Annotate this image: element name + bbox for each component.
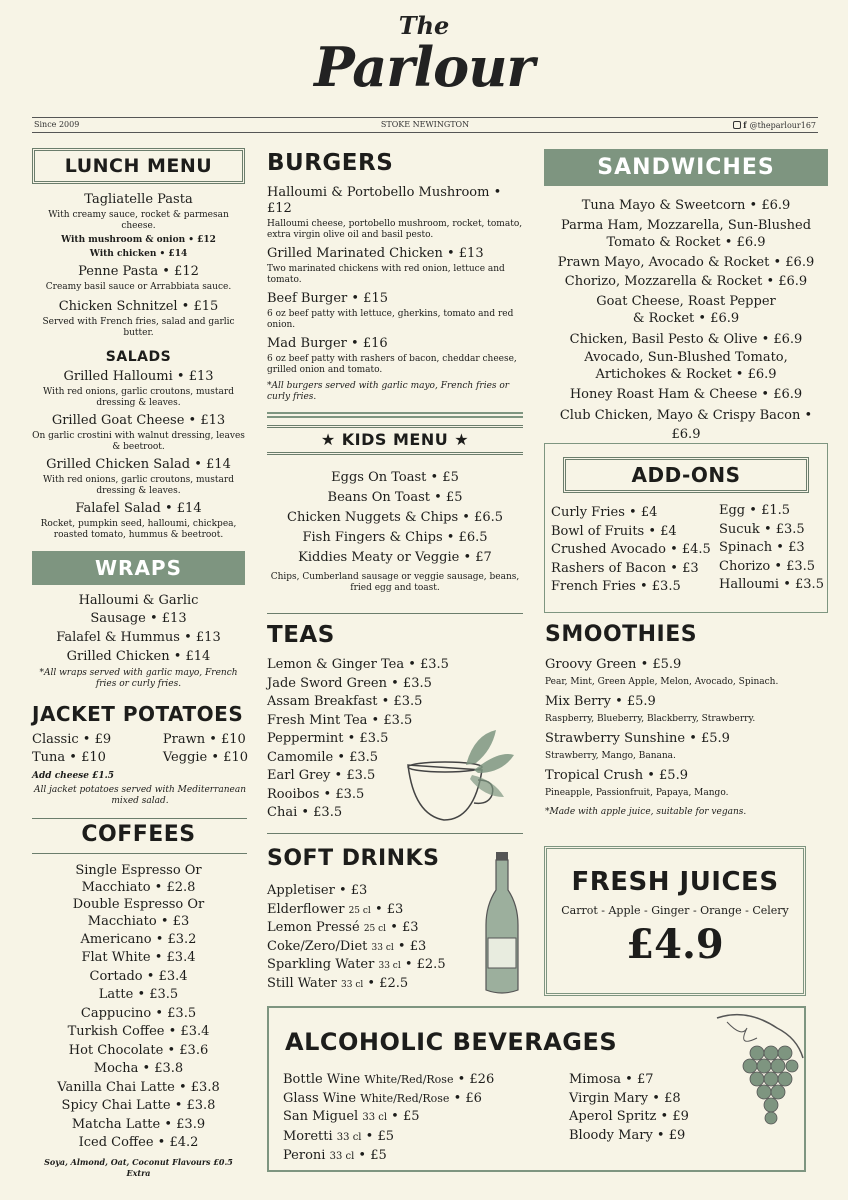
star-icon: ★ bbox=[448, 430, 470, 449]
menu-item: Assam Breakfast • £3.5 bbox=[267, 694, 423, 709]
menu-item: Peppermint • £3.5 bbox=[267, 731, 389, 746]
menu-item: Chai • £3.5 bbox=[267, 805, 343, 820]
menu-item: Chorizo, Mozzarella & Rocket • £6.9 bbox=[564, 274, 808, 289]
salads-title: SALADS bbox=[105, 349, 172, 365]
jacket-note: All jacket potatoes served with Mediterranean mixed salad. bbox=[33, 785, 247, 806]
coffees-note: Soya, Almond, Oat, Coconut Flavours £0.5 Extra bbox=[44, 1157, 233, 1178]
menu-item: Falafel Salad • £14 bbox=[75, 501, 202, 516]
smoothies-note: *Made with apple juice, suitable for vegans. bbox=[545, 807, 747, 817]
divider bbox=[267, 412, 523, 414]
menu-item: Chicken Nuggets & Chips • £6.5 bbox=[287, 510, 503, 525]
menu-item: Grilled Chicken • £14 bbox=[66, 649, 211, 664]
menu-item: Hot Chocolate • £3.6 bbox=[68, 1043, 209, 1058]
bottle-icon bbox=[482, 850, 522, 996]
menu-item: Bowl of Fruits • £4 bbox=[551, 523, 677, 539]
menu-item: Aperol Spritz • £9 bbox=[569, 1109, 689, 1124]
menu-item: Tropical Crush • £5.9 bbox=[545, 768, 688, 783]
item-desc: With red onions, garlic croutons, mustard dressing & leaves. bbox=[43, 475, 234, 496]
menu-item: Earl Grey • £3.5 bbox=[267, 768, 376, 783]
item-desc: With red onions, garlic croutons, mustard dressing & leaves. bbox=[43, 387, 234, 408]
info-strip bbox=[32, 117, 818, 133]
menu-item: Sucuk • £3.5 bbox=[719, 521, 805, 537]
menu-item: San Miguel 33 cl • £5 bbox=[283, 1109, 420, 1124]
menu-item: Kiddies Meaty or Veggie • £7 bbox=[298, 550, 492, 565]
item-desc: On garlic crostini with walnut dressing, leaves & beetroot. bbox=[32, 431, 245, 452]
jacket-title: JACKET POTATOES bbox=[32, 702, 244, 726]
menu-item: Mix Berry • £5.9 bbox=[545, 694, 656, 709]
menu-item: Fish Fingers & Chips • £6.5 bbox=[302, 530, 488, 545]
item-desc: Halloumi cheese, portobello mushroom, rocket, tomato, extra virgin olive oil and basil pesto. bbox=[267, 219, 523, 240]
divider bbox=[32, 853, 247, 854]
menu-item: Grilled Goat Cheese • £13 bbox=[51, 413, 226, 428]
grapes-icon bbox=[707, 1008, 807, 1128]
item-desc: Pineapple, Passionfruit, Papaya, Mango. bbox=[545, 788, 729, 798]
menu-item: Prawn • £10 bbox=[162, 732, 246, 747]
burgers-title: BURGERS bbox=[267, 150, 394, 176]
jacket-addon: Add cheese £1.5 bbox=[32, 771, 115, 781]
menu-item: Flat White • £3.4 bbox=[81, 950, 196, 965]
wraps-list bbox=[32, 592, 245, 690]
menu-item: Halloumi • £3.5 bbox=[719, 577, 824, 592]
teas-title: TEAS bbox=[267, 622, 335, 648]
menu-item: Double Espresso Or bbox=[72, 897, 205, 912]
juices-title: FRESH JUICES bbox=[571, 867, 779, 897]
menu-item: Cortado • £3.4 bbox=[89, 969, 188, 984]
menu-item: Halloumi & Portobello Mushroom • £12 bbox=[267, 185, 502, 216]
menu-item: Grilled Halloumi • £13 bbox=[63, 369, 214, 384]
menu-item: Coke/Zero/Diet 33 cl • £3 bbox=[267, 938, 427, 954]
menu-item: Lemon Pressé 25 cl • £3 bbox=[267, 920, 419, 935]
menu-item: Artichokes & Rocket • £6.9 bbox=[595, 367, 777, 382]
coffees-list bbox=[32, 862, 245, 1179]
lunch-list bbox=[32, 192, 245, 339]
logo bbox=[300, 11, 548, 110]
salads-list bbox=[32, 369, 245, 541]
instagram-icon bbox=[733, 121, 741, 129]
menu-item: Single Espresso Or bbox=[75, 863, 202, 878]
menu-item: Virgin Mary • £8 bbox=[569, 1090, 681, 1106]
menu-item: Beans On Toast • £5 bbox=[327, 490, 463, 505]
jacket-list bbox=[32, 731, 248, 807]
menu-item: Goat Cheese, Roast Pepper bbox=[596, 294, 776, 309]
menu-item: Beef Burger • £15 bbox=[267, 291, 388, 306]
menu-item: Club Chicken, Mayo & Crispy Bacon • £6.9 bbox=[559, 408, 813, 442]
sandwiches-list bbox=[544, 196, 828, 444]
menu-item: Jade Sword Green • £3.5 bbox=[267, 675, 432, 691]
addons-title: ADD-ONS bbox=[563, 457, 809, 493]
menu-item: French Fries • £3.5 bbox=[551, 579, 681, 594]
juices-flavours: Carrot - Apple - Ginger - Orange - Celery bbox=[561, 904, 789, 917]
divider bbox=[267, 833, 523, 834]
menu-item: Camomile • £3.5 bbox=[267, 749, 379, 765]
left-column bbox=[32, 148, 245, 541]
kids-title: KIDS MENU bbox=[341, 430, 449, 449]
location-text: STOKE NEWINGTON bbox=[380, 120, 470, 129]
item-desc: Strawberry, Mango, Banana. bbox=[545, 751, 676, 761]
kids-list bbox=[267, 468, 523, 594]
menu-item: Prawn Mayo, Avocado & Rocket • £6.9 bbox=[557, 255, 815, 270]
menu-item: & Rocket • £6.9 bbox=[632, 311, 740, 326]
menu-item: Tuna Mayo & Sweetcorn • £6.9 bbox=[581, 198, 791, 213]
menu-item: Falafel & Hummus • £13 bbox=[56, 630, 221, 645]
menu-item: Americano • £3.2 bbox=[80, 932, 197, 947]
menu-item: Glass Wine White/Red/Rose • £6 bbox=[283, 1090, 482, 1106]
juices-box bbox=[544, 846, 806, 996]
menu-item: Sausage • £13 bbox=[90, 611, 187, 626]
menu-item: Mad Burger • £16 bbox=[267, 336, 388, 351]
logo-name: Parlour bbox=[314, 35, 534, 99]
lunch-title: LUNCH MENU bbox=[32, 148, 245, 184]
item-desc: Raspberry, Blueberry, Blackberry, Strawberry. bbox=[545, 714, 756, 724]
menu-item: Macchiato • £2.8 bbox=[81, 880, 196, 895]
addons-box bbox=[544, 443, 828, 613]
divider bbox=[32, 818, 247, 819]
menu-item: Spicy Chai Latte • £3.8 bbox=[61, 1098, 216, 1113]
menu-item: Penne Pasta • £12 bbox=[78, 264, 199, 279]
since-text: Since 2009 bbox=[34, 120, 80, 129]
menu-item: Spinach • £3 bbox=[719, 540, 805, 555]
menu-item: Strawberry Sunshine • £5.9 bbox=[545, 731, 730, 746]
menu-item: Sparkling Water 33 cl • £2.5 bbox=[267, 957, 446, 972]
item-desc: Rocket, pumpkin seed, halloumi, chickpea, roasted tomato, hummus & beetroot. bbox=[40, 519, 237, 540]
item-desc: Pear, Mint, Green Apple, Melon, Avocado, Spinach. bbox=[545, 677, 779, 687]
soft-title: SOFT DRINKS bbox=[267, 846, 440, 871]
handle-text: @theparlour167 bbox=[749, 121, 816, 130]
menu-item: Latte • £3.5 bbox=[98, 987, 179, 1002]
divider bbox=[267, 613, 523, 614]
wraps-title: WRAPS bbox=[32, 551, 245, 585]
alcohol-title: ALCOHOLIC BEVERAGES bbox=[285, 1028, 618, 1056]
menu-item: Mimosa • £7 bbox=[569, 1072, 654, 1087]
menu-item: Grilled Marinated Chicken • £13 bbox=[267, 246, 484, 261]
smoothies-title: SMOOTHIES bbox=[545, 622, 698, 647]
teacup-icon bbox=[404, 725, 516, 825]
item-desc: Served with French fries, salad and garlic butter. bbox=[42, 317, 235, 338]
sandwiches-title: SANDWICHES bbox=[544, 149, 828, 186]
menu-item: Lemon & Ginger Tea • £3.5 bbox=[267, 657, 449, 672]
menu-item: Peroni 33 cl • £5 bbox=[283, 1148, 387, 1163]
menu-item: Fresh Mint Tea • £3.5 bbox=[267, 712, 413, 728]
social-handle[interactable] bbox=[733, 118, 816, 133]
menu-item: Elderflower 25 cl • £3 bbox=[267, 901, 404, 917]
alcohol-left bbox=[283, 1071, 494, 1167]
menu-item: Avocado, Sun-Blushed Tomato, bbox=[584, 350, 788, 365]
menu-item: Moretti 33 cl • £5 bbox=[283, 1128, 394, 1144]
menu-item: Chicken, Basil Pesto & Olive • £6.9 bbox=[569, 332, 803, 347]
menu-item: Crushed Avocado • £4.5 bbox=[551, 542, 711, 557]
menu-item: Tagliatelle Pasta bbox=[84, 192, 193, 207]
menu-item: Tomato & Rocket • £6.9 bbox=[606, 235, 766, 250]
menu-item: Chicken Schnitzel • £15 bbox=[58, 299, 219, 314]
menu-item: Rooibos • £3.5 bbox=[267, 786, 365, 802]
menu-item: Eggs On Toast • £5 bbox=[331, 470, 459, 485]
addons-right bbox=[719, 502, 824, 595]
menu-item: Vanilla Chai Latte • £3.8 bbox=[57, 1080, 220, 1095]
alcohol-right bbox=[569, 1071, 689, 1145]
facebook-icon: f bbox=[743, 120, 747, 130]
menu-item: Rashers of Bacon • £3 bbox=[551, 560, 699, 576]
divider bbox=[267, 416, 523, 418]
addons-left bbox=[551, 504, 711, 597]
burgers-note: *All burgers served with garlic mayo, French fries or curly fries. bbox=[267, 381, 510, 402]
menu-item: Appletiser • £3 bbox=[267, 883, 368, 898]
menu-item: Matcha Latte • £3.9 bbox=[71, 1117, 206, 1132]
menu-item: Mocha • £3.8 bbox=[93, 1061, 184, 1076]
item-option: With mushroom & onion • £12 bbox=[61, 235, 216, 245]
menu-item: Tuna • £10 bbox=[32, 750, 106, 765]
menu-item: Bloody Mary • £9 bbox=[569, 1127, 686, 1143]
wraps-note: *All wraps served with garlic mayo, French fries or curly fries. bbox=[39, 668, 238, 689]
menu-item: Turkish Coffee • £3.4 bbox=[67, 1024, 210, 1039]
menu-item: Honey Roast Ham & Cheese • £6.9 bbox=[569, 387, 803, 402]
menu-item: Halloumi & Garlic bbox=[78, 593, 199, 608]
smoothies-list bbox=[545, 656, 828, 818]
menu-item: Parma Ham, Mozzarella, Sun-Blushed bbox=[560, 218, 812, 233]
menu-item: Classic • £9 bbox=[32, 732, 112, 747]
menu-item: Curly Fries • £4 bbox=[551, 505, 658, 520]
star-icon: ★ bbox=[320, 430, 342, 449]
coffees-title: COFFEES bbox=[81, 822, 196, 847]
alcohol-box bbox=[267, 1006, 806, 1172]
kids-title-box bbox=[267, 425, 523, 455]
item-desc: Chips, Cumberland sausage or veggie sausage, beans, fried egg and toast. bbox=[270, 572, 520, 593]
juices-price: £4.9 bbox=[626, 921, 724, 968]
menu-item: Still Water 33 cl • £2.5 bbox=[267, 975, 409, 991]
burgers-list bbox=[267, 185, 524, 403]
item-desc: 6 oz beef patty with rashers of bacon, cheddar cheese, grilled onion and tomato. bbox=[267, 354, 517, 375]
menu-item: Veggie • £10 bbox=[162, 750, 248, 765]
menu-item: Egg • £1.5 bbox=[719, 503, 791, 518]
logo-the: The bbox=[398, 11, 450, 40]
menu-item: Iced Coffee • £4.2 bbox=[78, 1135, 199, 1150]
menu-item: Macchiato • £3 bbox=[87, 914, 190, 929]
item-desc: Two marinated chickens with red onion, lettuce and tomato. bbox=[267, 264, 505, 285]
soft-list bbox=[267, 882, 482, 993]
menu-item: Bottle Wine White/Red/Rose • £26 bbox=[283, 1072, 495, 1087]
item-desc: Creamy basil sauce or Arrabbiata sauce. bbox=[45, 282, 232, 292]
menu-item: Cappucino • £3.5 bbox=[80, 1006, 197, 1021]
item-option: With chicken • £14 bbox=[89, 249, 188, 259]
item-desc: With creamy sauce, rocket & parmesan cheese. bbox=[48, 210, 229, 231]
item-desc: 6 oz beef patty with lettuce, gherkins, tomato and red onion. bbox=[267, 309, 514, 330]
menu-item: Grilled Chicken Salad • £14 bbox=[46, 457, 231, 472]
menu-item: Groovy Green • £5.9 bbox=[545, 657, 682, 672]
menu-item: Chorizo • £3.5 bbox=[719, 558, 816, 574]
